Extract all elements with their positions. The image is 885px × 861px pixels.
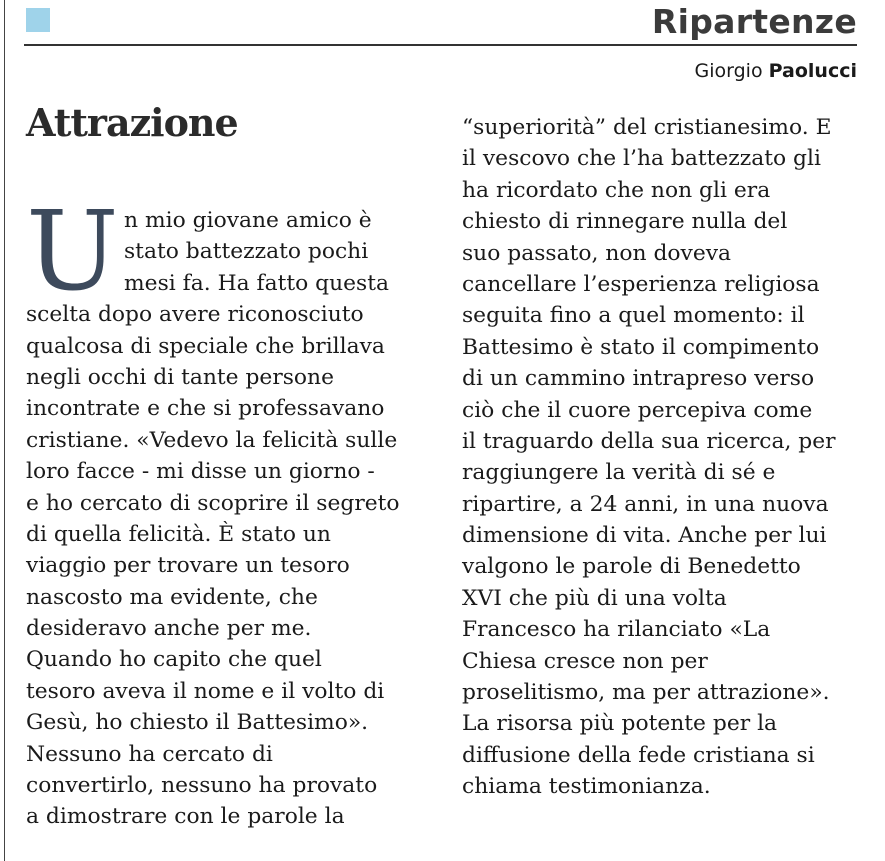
author-last-name: Paolucci <box>768 60 857 82</box>
author-first-name: Giorgio <box>694 60 763 82</box>
author-byline <box>695 60 858 82</box>
drop-cap: U <box>26 187 119 315</box>
text-line: il traguardo della sua ricerca, per <box>462 428 836 454</box>
article-title: Attrazione <box>26 100 238 145</box>
text-line: chiama testimonianza. <box>462 774 711 800</box>
text-line: qualcosa di speciale che brillava <box>26 333 385 359</box>
article-column-right <box>462 112 868 803</box>
text-line: scelta dopo avere riconosciuto <box>26 302 364 328</box>
text-line: di quella felicità. È stato un <box>26 521 331 547</box>
text-line: viaggio per trovare un tesoro <box>26 553 350 579</box>
text-line: seguita fino a quel momento: il <box>462 303 805 329</box>
text-line: Quando ho capito che quel <box>26 647 322 673</box>
text-line: a dimostrare con le parole la <box>26 804 345 830</box>
text-line: XVI che più di una volta <box>462 585 727 611</box>
section-heading: Ripartenze <box>651 2 857 41</box>
text-line: La risorsa più potente per la <box>462 711 778 737</box>
text-line: Nessuno ha cercato di <box>26 741 273 767</box>
text-line: cristiane. «Vedevo la felicità sulle <box>26 427 398 453</box>
text-line: Chiesa cresce non per <box>462 648 708 674</box>
text-line: di un cammino intrapreso verso <box>462 366 815 392</box>
text-line: negli occhi di tante persone <box>26 364 334 390</box>
text-line: ha ricordato che non gli era <box>462 177 771 203</box>
text-line: convertirlo, nessuno ha provato <box>26 773 378 799</box>
page-border <box>4 0 5 861</box>
text-line: raggiungere la verità di sé e <box>462 460 776 486</box>
text-line: e ho cercato di scoprire il segreto <box>26 490 400 516</box>
text-line: Francesco ha rilanciato «La <box>462 617 771 643</box>
text-line: tesoro aveva il nome e il volto di <box>26 678 385 704</box>
text-line: nascosto ma evidente, che <box>26 584 318 610</box>
text-line: ripartire, a 24 anni, in una nuova <box>462 491 829 517</box>
text-line: cancellare l’esperienza religiosa <box>462 271 820 297</box>
text-line: Gesù, ho chiesto il Battesimo». <box>26 710 369 736</box>
text-line: ciò che il cuore percepiva come <box>462 397 813 423</box>
text-line: il vescovo che l’ha battezzato gli <box>462 146 821 172</box>
text-line: mesi fa. Ha fatto questa <box>124 270 389 296</box>
text-line: incontrate e che si professavano <box>26 396 385 422</box>
header-divider <box>24 44 857 46</box>
text-line: desideravo anche per me. <box>26 616 312 642</box>
text-line: Battesimo è stato il compimento <box>462 334 820 360</box>
text-line: proselitismo, ma per attrazione». <box>462 680 830 706</box>
text-line: chiesto di rinnegare nulla del <box>462 209 788 235</box>
text-line: suo passato, non doveva <box>462 240 732 266</box>
text-line: dimensione di vita. Anche per lui <box>462 523 827 549</box>
text-line: stato battezzato pochi <box>124 239 369 265</box>
text-line: valgono le parole di Benedetto <box>462 554 801 580</box>
text-line: diffusione della fede cristiana si <box>462 742 815 768</box>
text-line: “superiorità” del cristianesimo. E <box>462 115 832 140</box>
text-line: n mio giovane amico è <box>124 208 372 233</box>
section-color-marker <box>26 8 50 32</box>
article-column-left <box>26 205 430 833</box>
text-line: loro facce - mi disse un giorno - <box>26 459 375 485</box>
